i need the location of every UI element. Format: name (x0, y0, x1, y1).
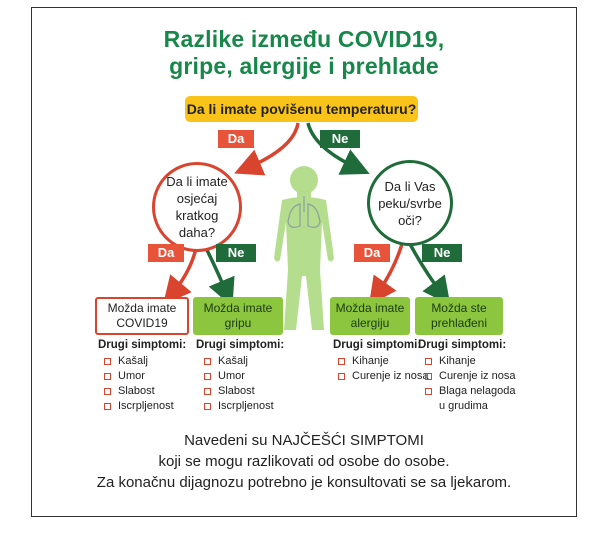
list-item (338, 369, 428, 384)
checkbox-icon (425, 358, 432, 365)
result-flu-label: Možda imate gripu (203, 301, 273, 330)
human-body-icon (274, 166, 334, 330)
question-shortness-of-breath (152, 162, 242, 252)
infographic-frame (31, 7, 577, 517)
list-item (104, 369, 174, 384)
list-item (204, 369, 274, 384)
label-da-left: Da (148, 244, 184, 262)
symptoms-title-flu: Drugi simptomi: (196, 339, 285, 351)
question-temperature: Da li imate povišenu temperaturu? (185, 96, 418, 122)
result-flu (193, 297, 283, 335)
checkbox-icon (425, 388, 432, 395)
result-covid19-label: Možda imate COVID19 (107, 301, 177, 330)
symptom-text: Kašalj (218, 355, 248, 367)
footer-line-2: koji se mogu razlikovati od osobe do osobe. (158, 453, 450, 470)
checkbox-icon (338, 358, 345, 365)
checkbox-icon (204, 358, 211, 365)
symptoms-list-cold (425, 354, 515, 414)
symptom-text: Slabost (118, 385, 155, 397)
symptom-text: Curenje iz nosa (439, 370, 516, 382)
title-line-2: gripe, alergije i prehlade (169, 53, 439, 79)
label-da-top: Da (218, 130, 254, 148)
result-covid19 (95, 297, 189, 335)
symptom-text: Blaga nelagoda u grudima (439, 385, 516, 412)
list-item (104, 354, 174, 369)
checkbox-icon (104, 358, 111, 365)
result-cold (415, 297, 503, 335)
list-item (204, 399, 274, 414)
checkbox-icon (204, 403, 211, 410)
symptoms-title-covid19: Drugi simptomi: (98, 339, 187, 351)
symptom-text: Curenje iz nosa (352, 370, 429, 382)
list-item (104, 399, 174, 414)
symptom-text: Umor (218, 370, 245, 382)
question-itchy-eyes (367, 160, 453, 246)
checkbox-icon (104, 373, 111, 380)
symptom-text: Iscrpljenost (218, 400, 274, 412)
result-allergy-label: Možda imate alergiju (335, 301, 405, 330)
question-itchy-eyes-text: Da li Vas peku/svrbe oči? (378, 178, 442, 228)
label-ne-top: Ne (320, 130, 360, 148)
list-item (104, 384, 174, 399)
list-item (204, 354, 274, 369)
symptoms-title-allergy: Drugi simptomi: (333, 339, 422, 351)
question-shortness-of-breath-text: Da li imate osjećaj kratkog daha? (166, 174, 228, 240)
list-item (425, 354, 515, 369)
list-item (425, 384, 515, 414)
result-allergy (330, 297, 410, 335)
result-cold-label: Možda ste prehlađeni (430, 301, 488, 330)
checkbox-icon (204, 373, 211, 380)
symptom-text: Kihanje (439, 355, 476, 367)
list-item (338, 354, 428, 369)
list-item (425, 369, 515, 384)
symptoms-title-cold: Drugi simptomi: (418, 339, 507, 351)
symptoms-list-covid19 (104, 354, 174, 414)
arrow-da-top (247, 123, 298, 168)
list-item (204, 384, 274, 399)
checkbox-icon (338, 373, 345, 380)
symptom-text: Umor (118, 370, 145, 382)
footer-line-3: Za konačnu dijagnozu potrebno je konsultovati se sa ljekarom. (96, 474, 512, 491)
symptom-text: Kašalj (118, 355, 148, 367)
title-line-1: Razlike između COVID19, (163, 26, 445, 52)
symptom-text: Slabost (218, 385, 255, 397)
checkbox-icon (104, 403, 111, 410)
symptoms-list-flu (204, 354, 274, 414)
label-da-right: Da (354, 244, 390, 262)
symptom-text: Iscrpljenost (118, 400, 174, 412)
label-ne-left: Ne (216, 244, 256, 262)
symptoms-list-allergy (338, 354, 428, 384)
checkbox-icon (104, 388, 111, 395)
checkbox-icon (204, 388, 211, 395)
label-ne-right: Ne (422, 244, 462, 262)
checkbox-icon (425, 373, 432, 380)
symptom-text: Kihanje (352, 355, 389, 367)
footer-line-1: Navedeni su NAJČEŠĆI SIMPTOMI (184, 432, 424, 449)
